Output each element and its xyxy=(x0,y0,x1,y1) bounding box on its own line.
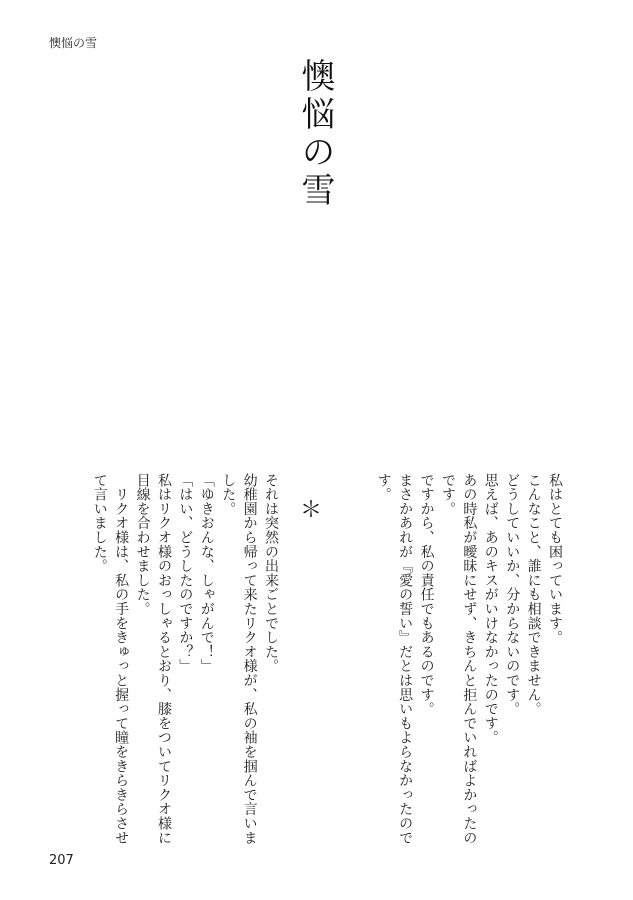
chapter-title: 懊悩の雪 xyxy=(295,58,335,210)
paragraph-line: どうしていいか、分からないのです。 xyxy=(504,473,521,717)
paragraph-line: こんなこと、誰にも相談できません。 xyxy=(525,473,542,717)
paragraph-line: 「ゆきおんな、しゃがんで！」 xyxy=(198,473,215,674)
body-text-block-second xyxy=(88,473,281,848)
paragraph-line: 「はい、どうしたのですか？」 xyxy=(177,473,194,674)
running-header-title: 懊悩の雪 xyxy=(49,36,98,50)
paragraph-line: あの時私が曖昧にせず、きちんと拒んでいればよかったのです。 xyxy=(439,473,478,845)
paragraph-line: 幼稚園から帰って来たリクオ様が、私の袖を掴んで言いました。 xyxy=(220,473,258,845)
paragraph-line: それは突然の出来ごとでした。 xyxy=(263,473,279,674)
paragraph-line: 思えば、あのキスがいけなかったのです。 xyxy=(482,473,499,745)
paragraph-line: 私はとても困っています。 xyxy=(547,473,563,645)
body-text-block-first xyxy=(372,473,565,848)
page-number: 207 xyxy=(49,853,74,868)
paragraph-line: まさかあれが『愛の誓い』だとは思いもよらなかったのです。 xyxy=(375,473,414,845)
paragraph-line: リクオ様は、私の手をきゅっと握って瞳をきらきらさせて言いました。 xyxy=(91,473,130,845)
section-break-asterisk: ＊ xyxy=(300,498,323,523)
paragraph-line: ですから、私の責任でもあるのです。 xyxy=(418,473,435,717)
paragraph-line: 私はリクオ様のおっしゃるとおり、膝をついてリクオ様に目線を合わせました。 xyxy=(134,473,172,845)
